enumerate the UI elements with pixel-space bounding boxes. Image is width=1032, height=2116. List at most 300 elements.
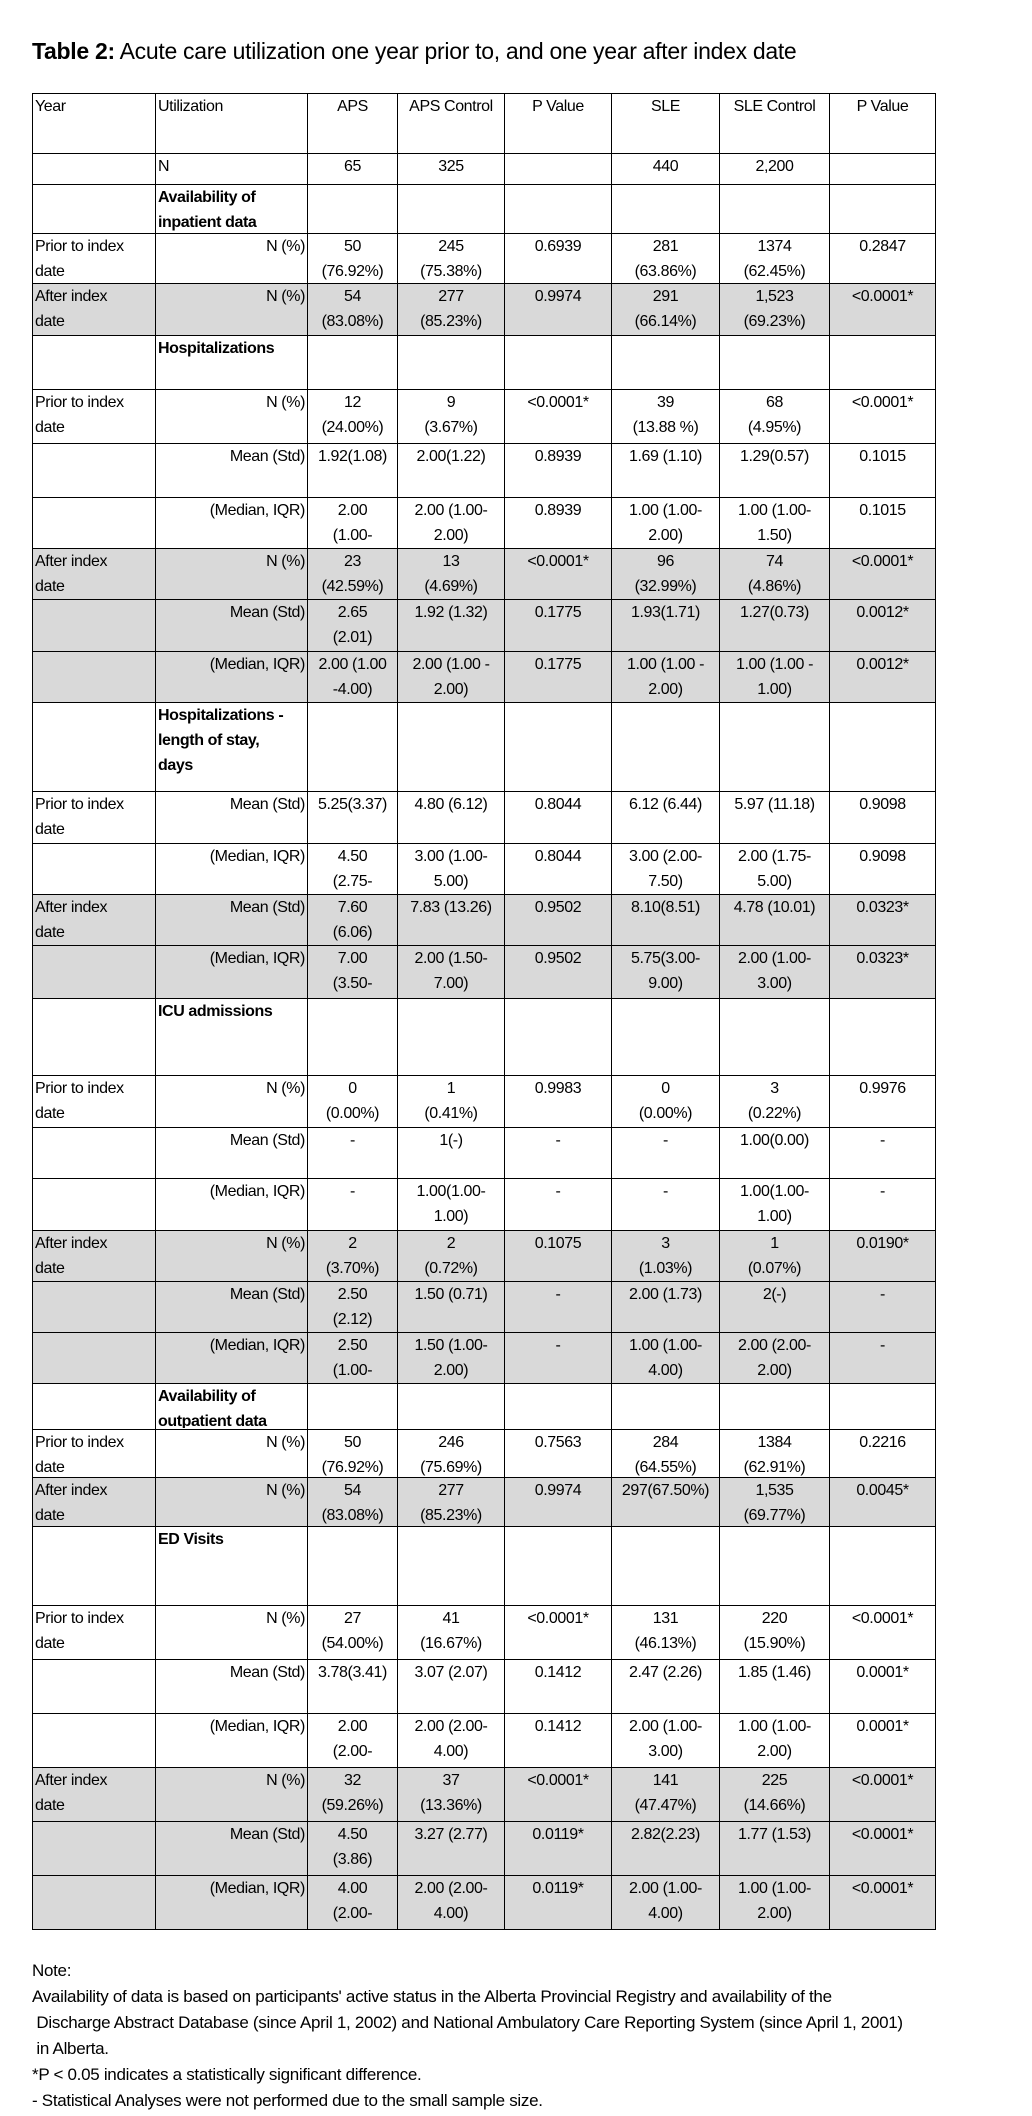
value-cell: [398, 946, 505, 999]
value-cell: [612, 1527, 720, 1606]
value-cell: [505, 652, 612, 703]
value-cell: [308, 999, 398, 1076]
value-cell: [830, 1822, 936, 1876]
value-cell-text: 0.9502: [534, 899, 582, 916]
value-cell: [308, 1768, 398, 1822]
year-cell: [33, 1606, 156, 1660]
column-header-text: SLE: [650, 98, 681, 115]
table-row: [33, 1076, 936, 1128]
value-cell-text: 0.0323*: [856, 950, 909, 967]
utilization-cell-text: (Median, IQR): [209, 656, 305, 673]
value-cell-text: 1.00 (1.00- 2.00): [738, 1718, 811, 1760]
value-cell-text: -: [880, 1337, 885, 1354]
value-cell-text: 54 (83.08%): [321, 1482, 384, 1524]
value-cell: [308, 1384, 398, 1430]
value-cell-text: 2.00(1.22): [416, 448, 486, 465]
value-cell-text: 0.9098: [859, 796, 906, 813]
value-cell-text: 3.27 (2.77): [414, 1826, 488, 1843]
value-cell: [308, 844, 398, 895]
value-cell: [398, 1714, 505, 1768]
value-cell-text: 32 (59.26%): [321, 1772, 384, 1814]
value-cell: [830, 154, 936, 185]
utilization-cell-text: (Median, IQR): [209, 1183, 305, 1200]
year-cell: [33, 844, 156, 895]
value-cell-text: 0.1412: [534, 1718, 582, 1735]
value-cell: [308, 1231, 398, 1282]
value-cell-text: 1.27(0.73): [740, 604, 809, 621]
value-cell: [308, 946, 398, 999]
value-cell-text: 0.9502: [534, 950, 582, 967]
utilization-cell: [156, 1822, 308, 1876]
utilization-cell: [156, 844, 308, 895]
value-cell-text: 277 (85.23%): [420, 1482, 482, 1524]
value-cell-text: 2.00 (1.75- 5.00): [738, 848, 811, 890]
value-cell-text: 2.65 (2.01): [332, 604, 373, 646]
year-cell: [33, 390, 156, 444]
value-cell: [830, 1128, 936, 1179]
value-cell: [720, 652, 830, 703]
value-cell-text: 2.00 (1.00- 4.00): [629, 1880, 702, 1922]
value-cell: [720, 1478, 830, 1527]
value-cell: [830, 844, 936, 895]
value-cell: [612, 336, 720, 390]
value-cell-text: -: [555, 1337, 561, 1354]
value-cell: [612, 498, 720, 549]
utilization-cell: [156, 895, 308, 946]
value-cell: [505, 234, 612, 284]
value-cell-text: 284 (64.55%): [634, 1434, 697, 1476]
value-cell-text: 0.0190*: [856, 1235, 909, 1252]
value-cell-text: 440: [652, 158, 679, 175]
value-cell-text: 1.50 (0.71): [414, 1286, 488, 1303]
year-cell-text: After index date: [35, 1235, 108, 1277]
section-header-row: [33, 336, 936, 390]
value-cell: [612, 1333, 720, 1384]
utilization-cell-text: Mean (Std): [229, 1664, 305, 1681]
table-row: [33, 946, 936, 999]
value-cell: [720, 1527, 830, 1606]
utilization-cell: [156, 1660, 308, 1714]
value-cell: [398, 792, 505, 844]
value-cell-text: 0.0012*: [856, 604, 909, 621]
value-cell: [612, 1282, 720, 1333]
value-cell: [308, 1876, 398, 1930]
year-cell-text: Prior to index date: [35, 796, 124, 838]
value-cell-text: 0.1775: [534, 656, 582, 673]
year-cell: [33, 1876, 156, 1930]
value-cell: [830, 185, 936, 234]
year-cell: [33, 1179, 156, 1231]
value-cell: [308, 1660, 398, 1714]
value-cell-text: -: [663, 1183, 668, 1200]
value-cell: [830, 444, 936, 498]
value-cell-text: 1384 (62.91%): [743, 1434, 806, 1476]
value-cell: [720, 498, 830, 549]
value-cell: [830, 1527, 936, 1606]
year-cell: [33, 1282, 156, 1333]
value-cell: [830, 1384, 936, 1430]
value-cell-text: 1.69 (1.10): [629, 448, 702, 465]
value-cell-text: 5.25(3.37): [318, 796, 387, 813]
value-cell-text: 1.00 (1.00 - 1.00): [735, 656, 814, 698]
value-cell-text: 4.00 (2.00-: [332, 1880, 373, 1922]
value-cell-text: 7.00 (3.50-: [332, 950, 373, 992]
year-cell: [33, 1384, 156, 1430]
value-cell-text: 2.00 (1.00-: [332, 502, 373, 544]
utilization-cell: [156, 792, 308, 844]
acute-care-utilization-table: [32, 93, 936, 1930]
section-label: [156, 1384, 308, 1430]
value-cell-text: 0.0119*: [532, 1826, 584, 1843]
section-label-text: Availability of inpatient data: [158, 189, 257, 231]
value-cell: [720, 1822, 830, 1876]
section-label: [156, 336, 308, 390]
column-header-text: Utilization: [158, 98, 223, 115]
value-cell-text: 1.00(1.00- 1.00): [740, 1183, 809, 1225]
value-cell: [505, 154, 612, 185]
table-row: [33, 1282, 936, 1333]
value-cell: [505, 600, 612, 652]
year-cell: [33, 444, 156, 498]
value-cell-text: 6.12 (6.44): [629, 796, 702, 813]
value-cell-text: 2.00 (1.00- 3.00): [629, 1718, 702, 1760]
value-cell: [398, 336, 505, 390]
value-cell: [505, 1768, 612, 1822]
value-cell: [308, 1333, 398, 1384]
value-cell-text: 1.50 (1.00- 2.00): [414, 1337, 488, 1379]
table-row: [33, 1714, 936, 1768]
value-cell-text: -: [880, 1183, 885, 1200]
value-cell: [720, 336, 830, 390]
value-cell-text: 2.50 (2.12): [332, 1286, 373, 1328]
value-cell-text: -: [350, 1183, 355, 1200]
value-cell-text: -: [555, 1286, 561, 1303]
column-header: [398, 94, 505, 154]
utilization-cell-text: Mean (Std): [229, 899, 305, 916]
value-cell: [308, 1606, 398, 1660]
utilization-cell-text: N (%): [266, 1080, 305, 1097]
value-cell: [505, 999, 612, 1076]
value-cell-text: 13 (4.69%): [424, 553, 478, 595]
value-cell: [612, 895, 720, 946]
value-cell: [398, 600, 505, 652]
value-cell: [720, 154, 830, 185]
utilization-cell-text: (Median, IQR): [209, 950, 305, 967]
value-cell-text: 7.60 (6.06): [332, 899, 373, 941]
table-row: [33, 1822, 936, 1876]
value-cell: [308, 1822, 398, 1876]
value-cell: [398, 1430, 505, 1478]
value-cell-text: 2.50 (1.00-: [332, 1337, 373, 1379]
value-cell-text: 0.1075: [534, 1235, 582, 1252]
value-cell: [505, 844, 612, 895]
section-label: [156, 185, 308, 234]
note-line: Discharge Abstract Database (since April 1, 2002) and National Ambulatory Care Reporting System (since April 1, 2001): [32, 2013, 903, 2032]
value-cell: [720, 1714, 830, 1768]
year-cell: [33, 946, 156, 999]
value-cell-text: 0.2847: [859, 238, 906, 255]
value-cell: [830, 284, 936, 336]
value-cell: [398, 844, 505, 895]
utilization-cell: [156, 549, 308, 600]
value-cell: [398, 1660, 505, 1714]
value-cell: [720, 999, 830, 1076]
value-cell-text: 1374 (62.45%): [743, 238, 806, 280]
utilization-cell: [156, 652, 308, 703]
value-cell: [398, 1282, 505, 1333]
value-cell: [830, 234, 936, 284]
value-cell-text: 50 (76.92%): [321, 1434, 384, 1476]
value-cell-text: 0.0119*: [532, 1880, 584, 1897]
value-cell-text: 2.00 (2.00- 4.00): [414, 1880, 488, 1922]
value-cell-text: <0.0001*: [851, 288, 914, 305]
column-header: [308, 94, 398, 154]
value-cell-text: -: [663, 1132, 668, 1149]
utilization-cell: [156, 154, 308, 185]
value-cell-text: 141 (47.47%): [634, 1772, 697, 1814]
value-cell: [505, 792, 612, 844]
value-cell: [398, 1179, 505, 1231]
value-cell: [505, 185, 612, 234]
value-cell: [505, 1430, 612, 1478]
value-cell-text: <0.0001*: [527, 553, 589, 570]
value-cell: [612, 185, 720, 234]
value-cell-text: 1.00 (1.00- 2.00): [629, 502, 702, 544]
value-cell-text: 5.97 (11.18): [734, 796, 815, 813]
table-title-text: Acute care utilization one year prior to, and one year after index date: [114, 38, 797, 64]
value-cell-text: 54 (83.08%): [321, 288, 384, 330]
section-label: [156, 1527, 308, 1606]
value-cell-text: 3 (0.22%): [747, 1080, 802, 1122]
table-row: [33, 600, 936, 652]
value-cell-text: 225 (14.66%): [743, 1772, 806, 1814]
value-cell-text: <0.0001*: [527, 1772, 589, 1789]
value-cell: [308, 703, 398, 792]
utilization-cell-text: (Median, IQR): [209, 1880, 305, 1897]
value-cell: [505, 1384, 612, 1430]
value-cell: [612, 390, 720, 444]
value-cell: [505, 336, 612, 390]
value-cell-text: 1 (0.41%): [424, 1080, 478, 1122]
column-header-text: APS: [337, 98, 368, 115]
value-cell: [612, 1430, 720, 1478]
value-cell: [720, 1660, 830, 1714]
section-header-row: [33, 185, 936, 234]
section-label-text: Hospitalizations: [158, 340, 275, 357]
value-cell: [830, 652, 936, 703]
value-cell-text: 0.8044: [534, 848, 582, 865]
value-cell-text: 27 (54.00%): [321, 1610, 384, 1652]
year-cell: [33, 498, 156, 549]
value-cell: [308, 549, 398, 600]
value-cell: [505, 1876, 612, 1930]
utilization-cell-text: Mean (Std): [229, 604, 305, 621]
section-header-row: [33, 999, 936, 1076]
value-cell-text: 0.0323*: [856, 899, 909, 916]
utilization-cell: [156, 1282, 308, 1333]
table-row: [33, 1876, 936, 1930]
value-cell-text: 4.50 (3.86): [332, 1826, 373, 1868]
value-cell: [720, 895, 830, 946]
value-cell-text: 68 (4.95%): [747, 394, 802, 436]
value-cell: [505, 284, 612, 336]
value-cell: [830, 336, 936, 390]
value-cell-text: 4.50 (2.75-: [332, 848, 373, 890]
value-cell-text: 0.7563: [534, 1434, 582, 1451]
value-cell-text: 1(-): [439, 1132, 463, 1149]
utilization-cell-text: N (%): [266, 288, 305, 305]
value-cell-text: 1.00 (1.00- 1.50): [738, 502, 811, 544]
value-cell: [398, 284, 505, 336]
year-cell: [33, 895, 156, 946]
utilization-cell-text: N (%): [266, 553, 305, 570]
value-cell: [308, 652, 398, 703]
table-title: [32, 38, 796, 65]
value-cell: [830, 1714, 936, 1768]
value-cell-text: 1,523 (69.23%): [743, 288, 806, 330]
value-cell: [308, 444, 398, 498]
value-cell-text: 2 (3.70%): [325, 1235, 380, 1277]
value-cell-text: 325: [438, 158, 464, 175]
value-cell-text: 220 (15.90%): [743, 1610, 806, 1652]
value-cell-text: 291 (66.14%): [634, 288, 697, 330]
value-cell: [612, 792, 720, 844]
value-cell-text: 0.6939: [534, 238, 582, 255]
column-header: [33, 94, 156, 154]
value-cell: [398, 1128, 505, 1179]
value-cell: [830, 1179, 936, 1231]
value-cell-text: 3 (1.03%): [638, 1235, 693, 1277]
year-cell: [33, 1430, 156, 1478]
value-cell: [612, 946, 720, 999]
note-line: Availability of data is based on participants' active status in the Alberta Provincial Registry and availability of the: [32, 1987, 832, 2006]
column-header: [612, 94, 720, 154]
value-cell-text: -: [350, 1132, 355, 1149]
value-cell-text: 0.9974: [534, 1482, 582, 1499]
value-cell-text: 277 (85.23%): [420, 288, 482, 330]
value-cell-text: 3.78(3.41): [318, 1664, 387, 1681]
table-row: [33, 895, 936, 946]
value-cell: [612, 444, 720, 498]
value-cell: [308, 1128, 398, 1179]
year-cell: [33, 703, 156, 792]
utilization-cell: [156, 390, 308, 444]
value-cell-text: 0.0045*: [856, 1482, 909, 1499]
value-cell-text: 1.29(0.57): [740, 448, 809, 465]
value-cell-text: 2 (0.72%): [424, 1235, 478, 1277]
value-cell: [830, 1333, 936, 1384]
value-cell: [398, 444, 505, 498]
value-cell: [720, 284, 830, 336]
utilization-cell: [156, 600, 308, 652]
value-cell: [398, 1384, 505, 1430]
year-cell: [33, 549, 156, 600]
utilization-cell-text: Mean (Std): [229, 1132, 305, 1149]
value-cell-text: <0.0001*: [851, 1772, 914, 1789]
value-cell-text: 0.1015: [859, 502, 906, 519]
value-cell: [830, 946, 936, 999]
year-cell: [33, 234, 156, 284]
utilization-cell-text: N (%): [266, 1610, 305, 1627]
note-line: - Statistical Analyses were not performed due to the small sample size.: [32, 2091, 543, 2110]
column-header: [830, 94, 936, 154]
value-cell: [720, 1128, 830, 1179]
value-cell: [398, 1527, 505, 1606]
value-cell: [398, 234, 505, 284]
year-cell: [33, 1768, 156, 1822]
value-cell: [505, 1606, 612, 1660]
value-cell-text: 2,200: [755, 158, 794, 175]
value-cell: [308, 336, 398, 390]
note-line: *P < 0.05 indicates a statistically significant difference.: [32, 2065, 422, 2084]
value-cell-text: <0.0001*: [851, 394, 914, 411]
value-cell-text: 2.00 (2.00- 2.00): [738, 1337, 811, 1379]
value-cell: [308, 1478, 398, 1527]
value-cell: [720, 1231, 830, 1282]
section-label-text: Availability of outpatient data: [158, 1388, 267, 1428]
table-row: [33, 498, 936, 549]
value-cell: [398, 498, 505, 549]
value-cell-text: 1.00 (1.00- 2.00): [738, 1880, 811, 1922]
value-cell: [612, 1478, 720, 1527]
value-cell: [505, 498, 612, 549]
value-cell: [505, 444, 612, 498]
value-cell: [398, 999, 505, 1076]
utilization-cell-text: N (%): [266, 1772, 305, 1789]
year-cell-text: Prior to index date: [35, 1434, 124, 1476]
value-cell: [398, 1606, 505, 1660]
value-cell: [505, 946, 612, 999]
value-cell: [720, 390, 830, 444]
year-cell: [33, 1822, 156, 1876]
section-label: [156, 703, 308, 792]
table-row: [33, 1606, 936, 1660]
value-cell: [398, 549, 505, 600]
value-cell: [398, 1076, 505, 1128]
value-cell-text: <0.0001*: [851, 1826, 914, 1843]
value-cell-text: 0.1015: [859, 448, 906, 465]
utilization-cell: [156, 498, 308, 549]
utilization-cell-text: N: [158, 158, 170, 175]
value-cell-text: 2(-): [762, 1286, 787, 1303]
value-cell-text: 2.00 (1.73): [629, 1286, 702, 1303]
value-cell: [505, 390, 612, 444]
year-cell-text: Prior to index date: [35, 1610, 124, 1652]
utilization-cell: [156, 234, 308, 284]
year-cell: [33, 999, 156, 1076]
year-cell: [33, 1128, 156, 1179]
value-cell: [830, 1876, 936, 1930]
value-cell: [505, 1128, 612, 1179]
value-cell: [612, 1822, 720, 1876]
value-cell: [720, 1384, 830, 1430]
value-cell: [308, 1430, 398, 1478]
value-cell: [398, 154, 505, 185]
value-cell-text: 2.00 (1.50- 7.00): [414, 950, 488, 992]
year-cell: [33, 336, 156, 390]
section-label: [156, 999, 308, 1076]
value-cell: [612, 234, 720, 284]
value-cell: [308, 154, 398, 185]
value-cell: [308, 1714, 398, 1768]
section-header-row: [33, 1384, 936, 1430]
year-cell-text: After index date: [35, 899, 108, 941]
table-row: [33, 792, 936, 844]
value-cell: [830, 1076, 936, 1128]
value-cell-text: 1.00(0.00): [740, 1132, 809, 1149]
utilization-cell-text: N (%): [266, 1235, 305, 1252]
year-cell-text: After index date: [35, 1772, 108, 1814]
